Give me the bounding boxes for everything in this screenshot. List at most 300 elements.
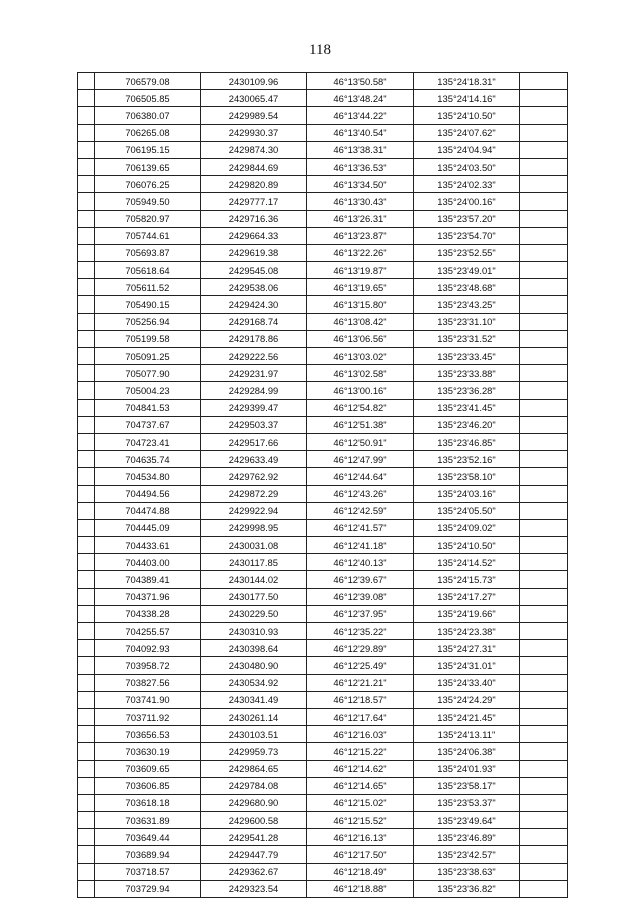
table-row [78, 760, 568, 777]
y-coordinate-cell: 2429784.08 [201, 777, 307, 794]
row-index-cell [78, 691, 95, 708]
row-index-cell [78, 141, 95, 158]
latitude-cell: 46°13'26.31" [307, 210, 414, 227]
latitude-cell: 46°12'39.08" [307, 588, 414, 605]
y-coordinate-cell: 2430480.90 [201, 657, 307, 674]
latitude-cell: 46°12'29.89" [307, 640, 414, 657]
remarks-cell [520, 880, 568, 897]
longitude-cell: 135°23'31.10" [414, 313, 520, 330]
table-row [78, 708, 568, 725]
x-coordinate-cell: 703827.56 [95, 674, 201, 691]
x-coordinate-cell: 706265.08 [95, 124, 201, 141]
x-coordinate-cell: 704433.61 [95, 537, 201, 554]
y-coordinate-cell: 2429600.58 [201, 812, 307, 829]
latitude-cell: 46°12'43.26" [307, 485, 414, 502]
latitude-cell: 46°13'06.56" [307, 330, 414, 347]
table-row [78, 863, 568, 880]
table-row [78, 623, 568, 640]
y-coordinate-cell: 2430065.47 [201, 90, 307, 107]
y-coordinate-cell: 2429633.49 [201, 451, 307, 468]
longitude-cell: 135°24'24.29" [414, 691, 520, 708]
longitude-cell: 135°24'06.38" [414, 743, 520, 760]
x-coordinate-cell: 706505.85 [95, 90, 201, 107]
y-coordinate-cell: 2429168.74 [201, 313, 307, 330]
remarks-cell [520, 176, 568, 193]
y-coordinate-cell: 2429517.66 [201, 433, 307, 450]
table-row [78, 674, 568, 691]
remarks-cell [520, 812, 568, 829]
latitude-cell: 46°12'41.18" [307, 537, 414, 554]
row-index-cell [78, 399, 95, 416]
remarks-cell [520, 107, 568, 124]
row-index-cell [78, 760, 95, 777]
latitude-cell: 46°12'37.95" [307, 605, 414, 622]
y-coordinate-cell: 2430031.08 [201, 537, 307, 554]
longitude-cell: 135°24'21.45" [414, 708, 520, 725]
longitude-cell: 135°23'33.88" [414, 365, 520, 382]
remarks-cell [520, 210, 568, 227]
table-row [78, 279, 568, 296]
table-row [78, 210, 568, 227]
remarks-cell [520, 863, 568, 880]
longitude-cell: 135°23'43.25" [414, 296, 520, 313]
x-coordinate-cell: 703958.72 [95, 657, 201, 674]
latitude-cell: 46°13'36.53" [307, 158, 414, 175]
row-index-cell [78, 605, 95, 622]
latitude-cell: 46°13'50.58" [307, 73, 414, 90]
remarks-cell [520, 691, 568, 708]
row-index-cell [78, 485, 95, 502]
longitude-cell: 135°23'49.64" [414, 812, 520, 829]
remarks-cell [520, 330, 568, 347]
x-coordinate-cell: 705820.97 [95, 210, 201, 227]
row-index-cell [78, 708, 95, 725]
row-index-cell [78, 176, 95, 193]
longitude-cell: 135°24'03.16" [414, 485, 520, 502]
table-row [78, 554, 568, 571]
table-row [78, 451, 568, 468]
remarks-cell [520, 244, 568, 261]
table-row [78, 571, 568, 588]
row-index-cell [78, 794, 95, 811]
latitude-cell: 46°12'15.22" [307, 743, 414, 760]
table-row [78, 382, 568, 399]
row-index-cell [78, 554, 95, 571]
latitude-cell: 46°12'42.59" [307, 502, 414, 519]
row-index-cell [78, 279, 95, 296]
latitude-cell: 46°12'14.62" [307, 760, 414, 777]
y-coordinate-cell: 2429447.79 [201, 846, 307, 863]
remarks-cell [520, 124, 568, 141]
row-index-cell [78, 588, 95, 605]
y-coordinate-cell: 2429231.97 [201, 365, 307, 382]
table-row [78, 433, 568, 450]
row-index-cell [78, 313, 95, 330]
row-index-cell [78, 863, 95, 880]
remarks-cell [520, 846, 568, 863]
y-coordinate-cell: 2429872.29 [201, 485, 307, 502]
remarks-cell [520, 537, 568, 554]
row-index-cell [78, 262, 95, 279]
longitude-cell: 135°23'46.20" [414, 416, 520, 433]
longitude-cell: 135°23'52.55" [414, 244, 520, 261]
x-coordinate-cell: 703718.57 [95, 863, 201, 880]
table-row [78, 691, 568, 708]
longitude-cell: 135°24'31.01" [414, 657, 520, 674]
remarks-cell [520, 708, 568, 725]
latitude-cell: 46°12'47.99" [307, 451, 414, 468]
latitude-cell: 46°12'41.57" [307, 519, 414, 536]
remarks-cell [520, 193, 568, 210]
remarks-cell [520, 296, 568, 313]
x-coordinate-cell: 706380.07 [95, 107, 201, 124]
table-row [78, 657, 568, 674]
x-coordinate-cell: 704737.67 [95, 416, 201, 433]
x-coordinate-cell: 705744.61 [95, 227, 201, 244]
latitude-cell: 46°12'16.03" [307, 726, 414, 743]
y-coordinate-cell: 2430117.85 [201, 554, 307, 571]
table-row [78, 880, 568, 897]
x-coordinate-cell: 705091.25 [95, 348, 201, 365]
x-coordinate-cell: 704255.57 [95, 623, 201, 640]
remarks-cell [520, 158, 568, 175]
longitude-cell: 135°24'14.52" [414, 554, 520, 571]
x-coordinate-cell: 705693.87 [95, 244, 201, 261]
longitude-cell: 135°24'09.02" [414, 519, 520, 536]
row-index-cell [78, 640, 95, 657]
latitude-cell: 46°13'34.50" [307, 176, 414, 193]
y-coordinate-cell: 2429998.95 [201, 519, 307, 536]
table-row [78, 588, 568, 605]
latitude-cell: 46°13'19.65" [307, 279, 414, 296]
row-index-cell [78, 880, 95, 897]
latitude-cell: 46°12'35.22" [307, 623, 414, 640]
table-row [78, 90, 568, 107]
x-coordinate-cell: 704474.88 [95, 502, 201, 519]
x-coordinate-cell: 703618.18 [95, 794, 201, 811]
x-coordinate-cell: 705077.90 [95, 365, 201, 382]
coordinates-table-body [78, 73, 568, 898]
x-coordinate-cell: 703609.65 [95, 760, 201, 777]
x-coordinate-cell: 704723.41 [95, 433, 201, 450]
remarks-cell [520, 640, 568, 657]
row-index-cell [78, 519, 95, 536]
longitude-cell: 135°24'18.31" [414, 73, 520, 90]
y-coordinate-cell: 2429222.56 [201, 348, 307, 365]
row-index-cell [78, 158, 95, 175]
longitude-cell: 135°24'33.40" [414, 674, 520, 691]
latitude-cell: 46°13'19.87" [307, 262, 414, 279]
latitude-cell: 46°12'18.88" [307, 880, 414, 897]
row-index-cell [78, 124, 95, 141]
table-row [78, 244, 568, 261]
latitude-cell: 46°13'44.22" [307, 107, 414, 124]
remarks-cell [520, 382, 568, 399]
table-row [78, 743, 568, 760]
longitude-cell: 135°23'52.16" [414, 451, 520, 468]
remarks-cell [520, 227, 568, 244]
remarks-cell [520, 399, 568, 416]
latitude-cell: 46°12'18.57" [307, 691, 414, 708]
x-coordinate-cell: 703631.89 [95, 812, 201, 829]
longitude-cell: 135°24'03.50" [414, 158, 520, 175]
x-coordinate-cell: 704389.41 [95, 571, 201, 588]
longitude-cell: 135°23'42.57" [414, 846, 520, 863]
table-row [78, 399, 568, 416]
row-index-cell [78, 227, 95, 244]
remarks-cell [520, 73, 568, 90]
latitude-cell: 46°13'23.87" [307, 227, 414, 244]
remarks-cell [520, 313, 568, 330]
latitude-cell: 46°13'15.80" [307, 296, 414, 313]
longitude-cell: 135°23'49.01" [414, 262, 520, 279]
y-coordinate-cell: 2429777.17 [201, 193, 307, 210]
longitude-cell: 135°24'02.33" [414, 176, 520, 193]
y-coordinate-cell: 2429362.67 [201, 863, 307, 880]
row-index-cell [78, 777, 95, 794]
y-coordinate-cell: 2429545.08 [201, 262, 307, 279]
row-index-cell [78, 90, 95, 107]
longitude-cell: 135°23'53.37" [414, 794, 520, 811]
remarks-cell [520, 90, 568, 107]
row-index-cell [78, 812, 95, 829]
y-coordinate-cell: 2430534.92 [201, 674, 307, 691]
x-coordinate-cell: 706076.25 [95, 176, 201, 193]
latitude-cell: 46°13'38.31" [307, 141, 414, 158]
x-coordinate-cell: 703606.85 [95, 777, 201, 794]
longitude-cell: 135°23'38.63" [414, 863, 520, 880]
longitude-cell: 135°23'31.52" [414, 330, 520, 347]
x-coordinate-cell: 704338.28 [95, 605, 201, 622]
row-index-cell [78, 829, 95, 846]
remarks-cell [520, 743, 568, 760]
x-coordinate-cell: 704092.93 [95, 640, 201, 657]
table-row [78, 519, 568, 536]
y-coordinate-cell: 2429619.38 [201, 244, 307, 261]
x-coordinate-cell: 703711.92 [95, 708, 201, 725]
table-row [78, 107, 568, 124]
row-index-cell [78, 73, 95, 90]
x-coordinate-cell: 705611.52 [95, 279, 201, 296]
row-index-cell [78, 107, 95, 124]
y-coordinate-cell: 2429178.86 [201, 330, 307, 347]
latitude-cell: 46°12'14.65" [307, 777, 414, 794]
table-row [78, 124, 568, 141]
table-row [78, 296, 568, 313]
table-row [78, 794, 568, 811]
longitude-cell: 135°24'10.50" [414, 537, 520, 554]
longitude-cell: 135°24'00.16" [414, 193, 520, 210]
table-row [78, 313, 568, 330]
latitude-cell: 46°13'22.26" [307, 244, 414, 261]
y-coordinate-cell: 2429399.47 [201, 399, 307, 416]
row-index-cell [78, 537, 95, 554]
x-coordinate-cell: 703656.53 [95, 726, 201, 743]
remarks-cell [520, 451, 568, 468]
y-coordinate-cell: 2429716.36 [201, 210, 307, 227]
x-coordinate-cell: 704534.80 [95, 468, 201, 485]
table-row [78, 73, 568, 90]
y-coordinate-cell: 2430103.51 [201, 726, 307, 743]
y-coordinate-cell: 2430229.50 [201, 605, 307, 622]
x-coordinate-cell: 705256.94 [95, 313, 201, 330]
y-coordinate-cell: 2429874.30 [201, 141, 307, 158]
y-coordinate-cell: 2429323.54 [201, 880, 307, 897]
remarks-cell [520, 829, 568, 846]
longitude-cell: 135°23'57.20" [414, 210, 520, 227]
remarks-cell [520, 726, 568, 743]
remarks-cell [520, 141, 568, 158]
table-row [78, 812, 568, 829]
latitude-cell: 46°12'39.67" [307, 571, 414, 588]
longitude-cell: 135°23'48.68" [414, 279, 520, 296]
table-row [78, 348, 568, 365]
y-coordinate-cell: 2430177.50 [201, 588, 307, 605]
longitude-cell: 135°24'27.31" [414, 640, 520, 657]
longitude-cell: 135°24'15.73" [414, 571, 520, 588]
y-coordinate-cell: 2429762.92 [201, 468, 307, 485]
x-coordinate-cell: 703729.94 [95, 880, 201, 897]
y-coordinate-cell: 2429844.69 [201, 158, 307, 175]
x-coordinate-cell: 704445.09 [95, 519, 201, 536]
row-index-cell [78, 330, 95, 347]
y-coordinate-cell: 2429820.89 [201, 176, 307, 193]
latitude-cell: 46°13'48.24" [307, 90, 414, 107]
x-coordinate-cell: 705490.15 [95, 296, 201, 313]
y-coordinate-cell: 2430398.64 [201, 640, 307, 657]
table-row [78, 330, 568, 347]
table-row [78, 502, 568, 519]
longitude-cell: 135°23'54.70" [414, 227, 520, 244]
y-coordinate-cell: 2430341.49 [201, 691, 307, 708]
longitude-cell: 135°23'36.82" [414, 880, 520, 897]
longitude-cell: 135°24'01.93" [414, 760, 520, 777]
latitude-cell: 46°13'02.58" [307, 365, 414, 382]
row-index-cell [78, 193, 95, 210]
table-row [78, 537, 568, 554]
table-row [78, 141, 568, 158]
longitude-cell: 135°24'19.66" [414, 605, 520, 622]
remarks-cell [520, 262, 568, 279]
row-index-cell [78, 674, 95, 691]
row-index-cell [78, 468, 95, 485]
x-coordinate-cell: 706195.15 [95, 141, 201, 158]
row-index-cell [78, 451, 95, 468]
longitude-cell: 135°23'58.10" [414, 468, 520, 485]
remarks-cell [520, 279, 568, 296]
longitude-cell: 135°24'23.38" [414, 623, 520, 640]
table-row [78, 829, 568, 846]
remarks-cell [520, 416, 568, 433]
table-row [78, 176, 568, 193]
y-coordinate-cell: 2429864.65 [201, 760, 307, 777]
y-coordinate-cell: 2429503.37 [201, 416, 307, 433]
table-row [78, 193, 568, 210]
page-number: 118 [309, 42, 331, 58]
x-coordinate-cell: 703741.90 [95, 691, 201, 708]
remarks-cell [520, 554, 568, 571]
longitude-cell: 135°24'13.11" [414, 726, 520, 743]
remarks-cell [520, 657, 568, 674]
remarks-cell [520, 794, 568, 811]
row-index-cell [78, 502, 95, 519]
remarks-cell [520, 365, 568, 382]
table-row [78, 227, 568, 244]
x-coordinate-cell: 706579.08 [95, 73, 201, 90]
x-coordinate-cell: 703689.94 [95, 846, 201, 863]
latitude-cell: 46°13'30.43" [307, 193, 414, 210]
table-row [78, 640, 568, 657]
remarks-cell [520, 588, 568, 605]
longitude-cell: 135°23'46.89" [414, 829, 520, 846]
remarks-cell [520, 519, 568, 536]
row-index-cell [78, 726, 95, 743]
table-row [78, 416, 568, 433]
y-coordinate-cell: 2429664.33 [201, 227, 307, 244]
remarks-cell [520, 485, 568, 502]
longitude-cell: 135°24'04.94" [414, 141, 520, 158]
latitude-cell: 46°12'50.91" [307, 433, 414, 450]
latitude-cell: 46°13'40.54" [307, 124, 414, 141]
latitude-cell: 46°12'44.64" [307, 468, 414, 485]
x-coordinate-cell: 704371.96 [95, 588, 201, 605]
table-row [78, 485, 568, 502]
latitude-cell: 46°12'54.82" [307, 399, 414, 416]
y-coordinate-cell: 2429989.54 [201, 107, 307, 124]
latitude-cell: 46°12'51.38" [307, 416, 414, 433]
latitude-cell: 46°12'18.49" [307, 863, 414, 880]
remarks-cell [520, 433, 568, 450]
longitude-cell: 135°23'33.45" [414, 348, 520, 365]
row-index-cell [78, 416, 95, 433]
latitude-cell: 46°13'03.02" [307, 348, 414, 365]
table-row [78, 846, 568, 863]
remarks-cell [520, 760, 568, 777]
y-coordinate-cell: 2430144.02 [201, 571, 307, 588]
latitude-cell: 46°12'16.13" [307, 829, 414, 846]
longitude-cell: 135°23'36.28" [414, 382, 520, 399]
table-row [78, 605, 568, 622]
y-coordinate-cell: 2429680.90 [201, 794, 307, 811]
y-coordinate-cell: 2429424.30 [201, 296, 307, 313]
table-row [78, 262, 568, 279]
coordinates-table [77, 72, 568, 898]
y-coordinate-cell: 2429930.37 [201, 124, 307, 141]
row-index-cell [78, 743, 95, 760]
latitude-cell: 46°12'15.52" [307, 812, 414, 829]
latitude-cell: 46°12'17.50" [307, 846, 414, 863]
latitude-cell: 46°12'17.64" [307, 708, 414, 725]
row-index-cell [78, 348, 95, 365]
remarks-cell [520, 623, 568, 640]
x-coordinate-cell: 705949.50 [95, 193, 201, 210]
y-coordinate-cell: 2429538.06 [201, 279, 307, 296]
longitude-cell: 135°23'58.17" [414, 777, 520, 794]
remarks-cell [520, 571, 568, 588]
row-index-cell [78, 296, 95, 313]
x-coordinate-cell: 704403.00 [95, 554, 201, 571]
row-index-cell [78, 210, 95, 227]
row-index-cell [78, 382, 95, 399]
table-row [78, 777, 568, 794]
x-coordinate-cell: 705004.23 [95, 382, 201, 399]
longitude-cell: 135°24'14.16" [414, 90, 520, 107]
x-coordinate-cell: 705618.64 [95, 262, 201, 279]
remarks-cell [520, 502, 568, 519]
latitude-cell: 46°12'40.13" [307, 554, 414, 571]
table-row [78, 468, 568, 485]
y-coordinate-cell: 2429284.99 [201, 382, 307, 399]
